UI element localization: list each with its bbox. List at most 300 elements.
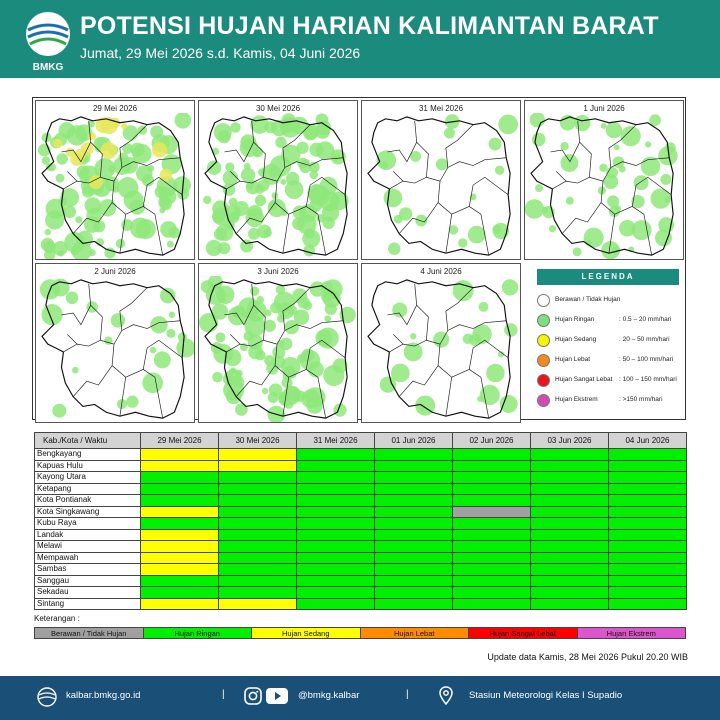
rain-patch: [299, 204, 317, 222]
rain-category-cell: [297, 483, 375, 495]
rain-patch: [444, 128, 455, 139]
rain-patch: [150, 125, 163, 138]
kalbar-map: [199, 113, 357, 259]
rain-category-cell: [609, 529, 687, 541]
legend-label: Hujan Ekstrem: [555, 396, 598, 403]
social-handle[interactable]: @bmkg.kalbar: [298, 690, 360, 701]
rain-category-cell: [141, 552, 219, 564]
rain-category-cell: [219, 472, 297, 484]
rain-patch: [573, 247, 582, 256]
divider: |: [222, 689, 225, 700]
rain-patch: [660, 174, 671, 185]
rain-patch: [99, 199, 116, 216]
rain-category-cell: [453, 518, 531, 530]
rain-patch: [504, 323, 517, 336]
table-row: [35, 587, 687, 599]
moderate-rain-patch: [53, 139, 62, 148]
legend-label: Hujan Lebat: [555, 356, 591, 363]
rain-category-cell: [219, 587, 297, 599]
rain-patch: [380, 161, 388, 169]
legend-label: Berawan / Tidak Hujan: [555, 296, 621, 303]
rain-category-cell: [609, 449, 687, 461]
legend-item: [537, 314, 687, 328]
rain-patch: [303, 301, 312, 310]
table-row: [35, 564, 687, 576]
region-name: Sambas: [35, 564, 141, 576]
rain-patch: [599, 164, 607, 172]
table-row: [35, 460, 687, 472]
column-header-date: 30 Mei 2026: [219, 433, 297, 449]
page-title: POTENSI HUJAN HARIAN KALIMANTAN BARAT: [80, 12, 659, 40]
rain-category-cell: [375, 518, 453, 530]
rain-category-cell: [297, 541, 375, 553]
column-header-date: 01 Jun 2026: [375, 433, 453, 449]
rain-patch: [130, 218, 151, 239]
rain-patch: [574, 115, 590, 131]
rain-category-cell: [375, 449, 453, 461]
rain-patch: [154, 351, 171, 368]
keterangan-item: Hujan Sedang: [252, 628, 361, 638]
moderate-rain-patch: [88, 132, 96, 140]
kalbar-map: [36, 276, 194, 422]
rain-map-panel: [361, 263, 521, 423]
table-row: [35, 449, 687, 461]
rain-patch: [286, 172, 299, 185]
region-name: Mempawah: [35, 552, 141, 564]
rain-patch: [321, 291, 333, 303]
table-row: [35, 495, 687, 507]
location-pin-icon: [439, 686, 453, 711]
legend-label: Hujan Ringan: [555, 316, 595, 323]
kalbar-map: [362, 113, 520, 259]
region-name: Kota Pontianak: [35, 495, 141, 507]
rain-category-cell: [297, 529, 375, 541]
rain-category-cell: [297, 518, 375, 530]
rain-patch: [566, 197, 574, 205]
rain-patch: [621, 126, 641, 146]
table-row: [35, 529, 687, 541]
rain-patch: [53, 241, 68, 256]
regency-border: [438, 344, 452, 416]
rain-category-cell: [609, 518, 687, 530]
rain-patch: [301, 389, 320, 408]
legend-item: [537, 294, 687, 308]
rain-patch: [244, 163, 251, 170]
regency-border: [73, 366, 112, 397]
rain-category-cell: [375, 564, 453, 576]
moderate-rain-patch: [100, 142, 117, 159]
rain-patch: [303, 126, 317, 140]
rain-map-panel: [35, 100, 195, 260]
rain-category-cell: [453, 587, 531, 599]
rain-category-cell: [375, 575, 453, 587]
table-row: [35, 506, 687, 518]
rain-patch: [542, 207, 549, 214]
rain-category-cell: [141, 598, 219, 610]
youtube-icon[interactable]: [266, 688, 288, 709]
rain-category-cell: [531, 541, 609, 553]
rain-category-cell: [531, 587, 609, 599]
rain-category-cell: [297, 449, 375, 461]
legend-color-swatch: [537, 334, 550, 347]
table-row: [35, 552, 687, 564]
rain-patch: [262, 388, 268, 394]
rain-category-cell: [609, 598, 687, 610]
kalbar-map: [36, 113, 194, 259]
rain-patch: [277, 340, 284, 347]
regency-border: [63, 340, 114, 352]
legend-item: [537, 374, 687, 388]
rain-patch: [52, 404, 66, 418]
date-range-subtitle: Jumat, 29 Mei 2026 s.d. Kamis, 04 Juni 2026: [80, 45, 361, 61]
rain-patch: [241, 168, 255, 182]
rain-category-cell: [453, 506, 531, 518]
column-header-date: 02 Jun 2026: [453, 433, 531, 449]
rain-patch: [230, 122, 241, 133]
rain-category-cell: [219, 449, 297, 461]
rain-patch: [502, 279, 518, 295]
instagram-icon[interactable]: [244, 687, 262, 710]
moderate-rain-patch: [70, 153, 83, 166]
rain-patch: [280, 179, 286, 185]
region-name: Kayong Utara: [35, 472, 141, 484]
rain-category-cell: [141, 506, 219, 518]
rain-category-cell: [297, 564, 375, 576]
region-name: Sekadau: [35, 587, 141, 599]
rain-category-cell: [609, 495, 687, 507]
rain-patch: [148, 165, 154, 171]
regency-border: [61, 305, 90, 324]
rain-patch: [498, 114, 518, 134]
rain-patch: [216, 332, 226, 342]
region-name: Ketapang: [35, 483, 141, 495]
rain-category-cell: [531, 495, 609, 507]
rain-patch: [126, 396, 138, 408]
regency-border: [438, 181, 452, 253]
region-name: Bengkayang: [35, 449, 141, 461]
rain-patch: [601, 123, 607, 129]
rain-patch: [324, 315, 331, 322]
regency-border: [415, 284, 429, 340]
rain-patch: [458, 238, 467, 247]
legend-range: : 100 – 150 mm/hari: [619, 376, 677, 383]
rain-patch: [489, 138, 502, 151]
rain-patch: [66, 291, 79, 304]
rain-patch: [255, 350, 266, 361]
regency-border: [67, 171, 77, 181]
rain-patch: [310, 171, 319, 180]
rain-patch: [410, 333, 416, 339]
rain-patch: [284, 367, 290, 373]
regency-border: [393, 334, 403, 344]
rain-category-cell: [141, 460, 219, 472]
rain-category-cell: [531, 575, 609, 587]
rain-patch: [645, 141, 651, 147]
rain-patch: [250, 287, 259, 296]
globe-icon: [36, 686, 58, 713]
rain-patch: [433, 331, 449, 347]
rain-patch: [665, 196, 671, 202]
rain-patch: [175, 113, 192, 129]
rain-patch: [257, 224, 271, 238]
rain-patch: [59, 122, 75, 138]
column-header-region: Kab./Kota / Waktu: [35, 433, 141, 449]
rain-patch: [212, 372, 223, 383]
rain-patch: [207, 160, 221, 174]
rain-category-cell: [375, 541, 453, 553]
regency-border: [469, 177, 508, 206]
rain-category-cell: [375, 529, 453, 541]
rain-patch: [118, 152, 128, 162]
rain-category-cell: [453, 483, 531, 495]
rain-map-panel: [361, 100, 521, 260]
rain-category-cell: [219, 460, 297, 472]
rain-category-cell: [375, 472, 453, 484]
map-date-label: 3 Juni 2026: [257, 267, 299, 276]
regency-border: [552, 177, 603, 189]
rain-patch: [500, 395, 518, 413]
footer-bar: [0, 676, 720, 720]
rain-category-cell: [297, 472, 375, 484]
region-name: Kubu Raya: [35, 518, 141, 530]
rain-category-cell: [453, 495, 531, 507]
rain-patch: [72, 367, 79, 374]
rain-patch: [235, 370, 242, 377]
rain-patch: [272, 192, 279, 199]
update-timestamp: Update data Kamis, 28 Mei 2026 Pukul 20.20 WIB: [487, 652, 688, 662]
legend-color-swatch: [537, 394, 550, 407]
rain-category-cell: [141, 529, 219, 541]
rain-patch: [150, 316, 167, 333]
table-row: [35, 598, 687, 610]
rain-patch: [159, 208, 165, 214]
rain-category-cell: [375, 598, 453, 610]
rain-category-cell: [219, 564, 297, 576]
rain-category-cell: [375, 506, 453, 518]
regency-border: [389, 177, 440, 189]
rain-category-cell: [297, 506, 375, 518]
rain-category-cell: [219, 506, 297, 518]
rain-category-cell: [609, 460, 687, 472]
map-date-label: 1 Juni 2026: [583, 104, 625, 113]
legend-color-swatch: [537, 354, 550, 367]
rain-category-cell: [453, 598, 531, 610]
keterangan-item: Hujan Sangat Lebat: [469, 628, 578, 638]
legend-color-swatch: [537, 294, 550, 307]
rain-category-cell: [141, 575, 219, 587]
rain-category-cell: [453, 564, 531, 576]
legend-color-swatch: [537, 314, 550, 327]
legend-label: Hujan Sangat Lebat: [555, 376, 613, 383]
rain-patch: [278, 391, 290, 403]
rain-category-cell: [141, 518, 219, 530]
rain-category-cell: [531, 564, 609, 576]
rain-patch: [176, 339, 194, 358]
column-header-date: 31 Mei 2026: [297, 433, 375, 449]
region-name: Melawi: [35, 541, 141, 553]
rain-category-cell: [375, 495, 453, 507]
rain-patch: [268, 392, 279, 403]
rain-category-cell: [219, 575, 297, 587]
rain-patch: [391, 364, 410, 383]
regency-border: [556, 171, 566, 181]
rain-category-cell: [141, 564, 219, 576]
rain-category-cell: [219, 541, 297, 553]
rain-category-cell: [297, 587, 375, 599]
rain-patch: [404, 342, 423, 361]
region-name: Sintang: [35, 598, 141, 610]
legend-item: [537, 354, 687, 368]
rain-patch: [235, 403, 248, 416]
legend-range: : >150 mm/hari: [619, 396, 663, 403]
rain-category-cell: [531, 506, 609, 518]
rain-patch: [42, 156, 51, 165]
rain-category-cell: [609, 483, 687, 495]
rain-patch: [399, 207, 412, 220]
rain-patch: [255, 184, 265, 194]
column-header-date: 04 Jun 2026: [609, 433, 687, 449]
rain-category-cell: [297, 495, 375, 507]
rain-category-cell: [141, 472, 219, 484]
regency-border: [67, 334, 77, 344]
rain-category-cell: [453, 472, 531, 484]
rain-patch: [116, 239, 125, 248]
legend-range: : 0.5 – 20 mm/hari: [619, 316, 672, 323]
rain-patch: [614, 144, 620, 150]
rain-category-cell: [375, 483, 453, 495]
rain-patch: [255, 195, 266, 206]
legend: [529, 263, 685, 419]
table-row: [35, 483, 687, 495]
rain-category-cell: [141, 483, 219, 495]
rain-category-cell: [219, 598, 297, 610]
table-row: [35, 518, 687, 530]
rain-patch: [169, 312, 175, 318]
rain-category-cell: [609, 552, 687, 564]
legend-range: : 20 – 50 mm/hari: [619, 336, 670, 343]
rain-patch: [52, 279, 70, 297]
rain-category-cell: [531, 598, 609, 610]
keterangan-item: Hujan Ringan: [144, 628, 253, 638]
moderate-rain-patch: [121, 123, 127, 129]
rain-category-cell: [453, 449, 531, 461]
rain-category-cell: [375, 552, 453, 564]
rain-category-cell: [609, 564, 687, 576]
rain-patch: [532, 133, 546, 147]
rain-category-cell: [297, 552, 375, 564]
rain-patch: [203, 196, 211, 204]
rain-patch: [240, 240, 253, 253]
rain-map-panel: [198, 100, 358, 260]
region-name: Landak: [35, 529, 141, 541]
rain-patch: [218, 242, 230, 254]
rain-patch: [549, 225, 556, 232]
legend-item: [537, 394, 687, 408]
rain-patch: [258, 168, 266, 176]
rain-category-cell: [453, 529, 531, 541]
rain-category-cell: [453, 552, 531, 564]
station-name: Stasiun Meteorologi Kelas I Supadio: [469, 690, 623, 701]
kalbar-map: [199, 276, 357, 422]
rain-category-cell: [375, 460, 453, 472]
rain-patch: [226, 389, 242, 405]
rain-patch: [56, 153, 67, 164]
rain-patch: [486, 364, 504, 382]
rain-category-cell: [141, 541, 219, 553]
svg-text:BMKG: BMKG: [32, 62, 64, 72]
rain-patch: [167, 241, 174, 248]
rain-patch: [160, 288, 176, 304]
rain-patch: [75, 216, 82, 223]
rain-patch: [85, 197, 102, 214]
rain-map-panel: [35, 263, 195, 423]
table-row: [35, 541, 687, 553]
rain-category-cell: [375, 587, 453, 599]
rain-category-cell: [219, 518, 297, 530]
rain-patch: [220, 297, 226, 303]
rain-patch: [228, 306, 247, 325]
rain-patch: [492, 225, 501, 234]
rain-patch: [308, 361, 324, 377]
keterangan-item: Hujan Lebat: [361, 628, 470, 638]
rain-patch: [303, 245, 315, 257]
rain-patch: [436, 158, 448, 170]
header-banner: [0, 0, 720, 78]
rain-patch: [253, 149, 260, 156]
column-header-date: 29 Mei 2026: [141, 433, 219, 449]
rain-patch: [619, 166, 626, 173]
keterangan-item: Hujan Ekstrem: [578, 628, 686, 638]
rain-patch: [111, 313, 125, 327]
rain-patch: [315, 329, 332, 346]
rain-patch: [89, 249, 96, 256]
province-outline: [368, 117, 510, 255]
rain-patch: [333, 154, 341, 162]
region-name: Kota Singkawang: [35, 506, 141, 518]
rain-patch: [584, 228, 604, 248]
rain-patch: [130, 143, 144, 157]
rain-patch: [169, 227, 180, 238]
rain-patch: [468, 226, 486, 244]
rain-category-cell: [141, 587, 219, 599]
rain-patch: [560, 142, 568, 150]
rain-map-panel: [524, 100, 684, 260]
divider: |: [406, 689, 409, 700]
rain-category-cell: [531, 483, 609, 495]
rain-map-panel: [198, 263, 358, 423]
region-name: Sanggau: [35, 575, 141, 587]
rain-category-cell: [297, 598, 375, 610]
rain-patch: [201, 280, 214, 293]
maps-grid: [32, 97, 686, 420]
rain-patch: [150, 347, 157, 354]
rain-patch: [41, 238, 55, 252]
website-link[interactable]: kalbar.bmkg.go.id: [66, 690, 141, 701]
rain-category-cell: [219, 483, 297, 495]
rain-patch: [56, 174, 65, 183]
region-name: Kapuas Hulu: [35, 460, 141, 472]
rain-category-cell: [219, 529, 297, 541]
keterangan-legend: [34, 627, 686, 639]
regency-border: [230, 334, 240, 344]
rain-category-cell: [531, 552, 609, 564]
rain-category-cell: [531, 529, 609, 541]
rain-patch: [535, 184, 543, 192]
rain-category-cell: [297, 460, 375, 472]
rain-patch: [300, 162, 311, 173]
bmkg-logo: [24, 10, 72, 72]
rain-patch: [606, 122, 622, 138]
